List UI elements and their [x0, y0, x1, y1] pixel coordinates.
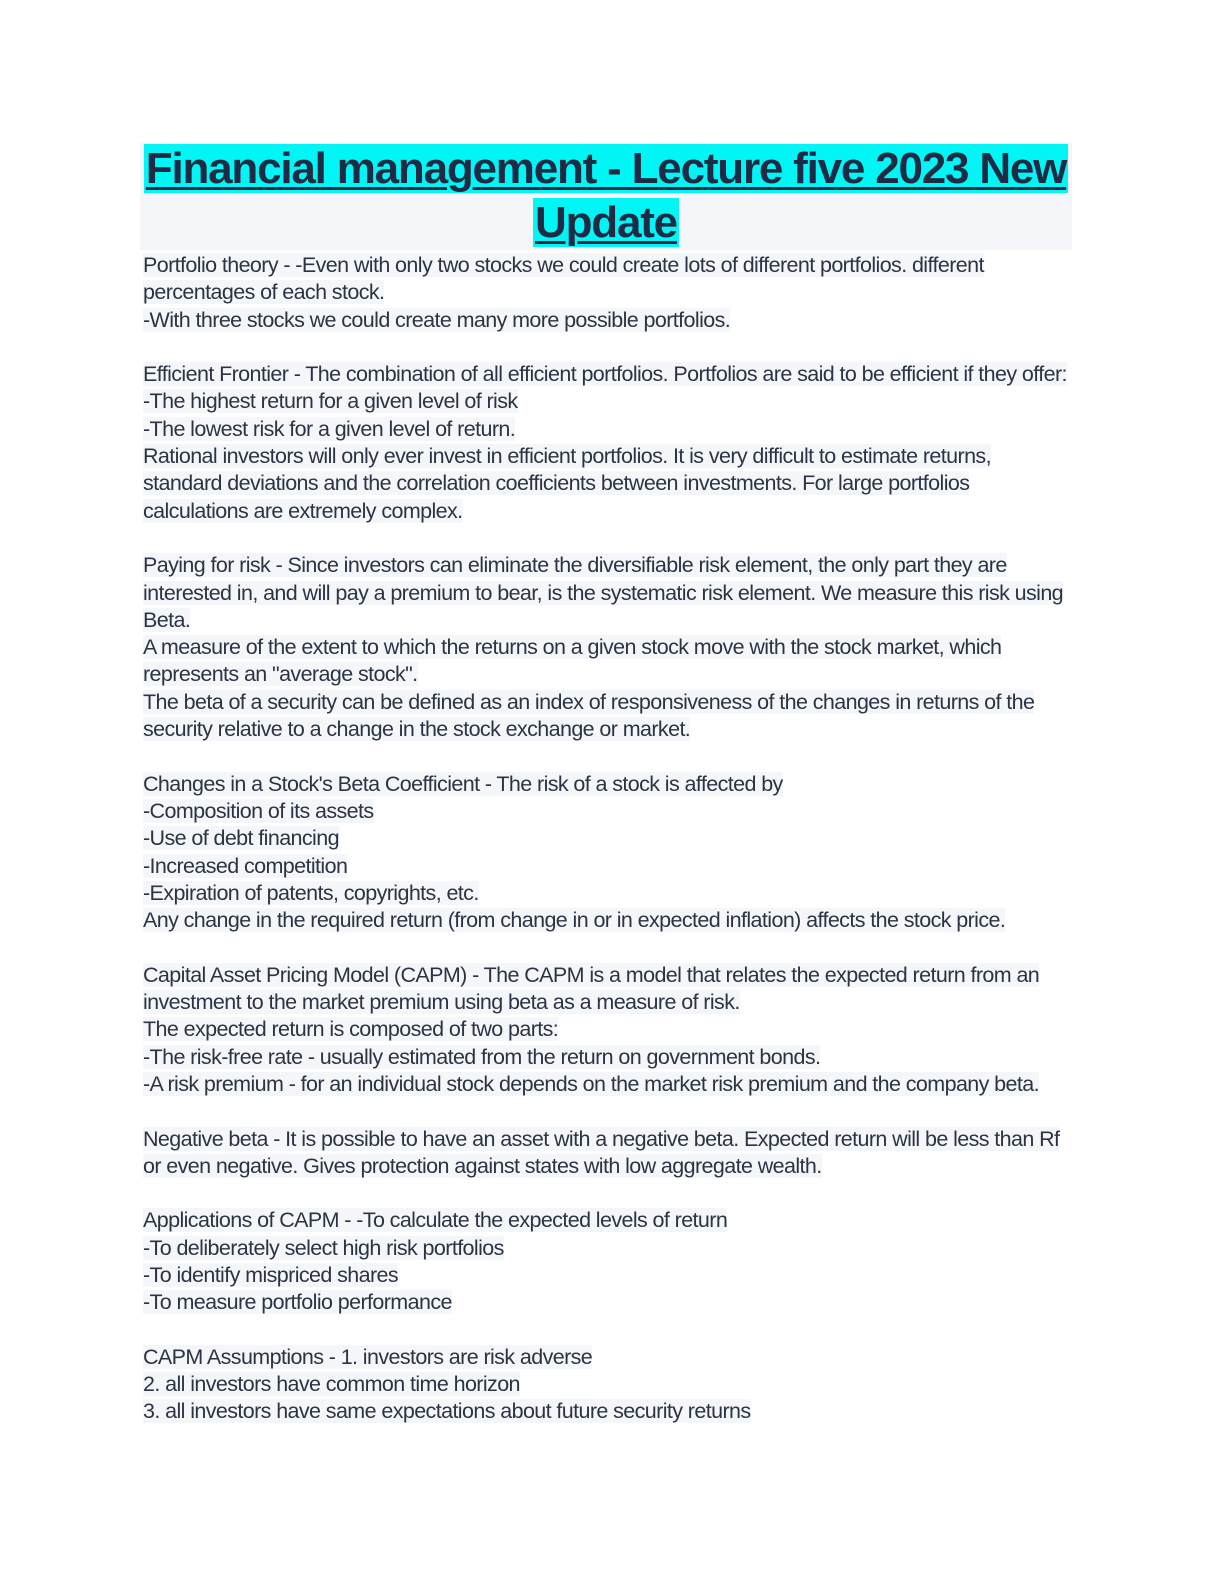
- paragraph-text: Portfolio theory - -Even with only two stocks we could create lots of different portfolios. different percentages of each stock.: [143, 253, 984, 305]
- paragraph: [143, 634, 1073, 689]
- paragraph-text: -To identify mispriced shares: [143, 1262, 399, 1287]
- paragraph: [143, 1071, 1073, 1098]
- section-paying-for-risk: [143, 552, 1073, 743]
- paragraph: [143, 1344, 1073, 1371]
- section-negative-beta: [143, 1126, 1073, 1181]
- paragraph: [143, 388, 1073, 415]
- paragraph-text: -To deliberately select high risk portfolios: [143, 1235, 504, 1260]
- paragraph: [143, 853, 1073, 880]
- section-capm-assumptions: [143, 1344, 1073, 1426]
- paragraph-text: CAPM Assumptions - 1. investors are risk adverse: [143, 1344, 593, 1369]
- paragraph: [143, 252, 1073, 307]
- paragraph-text: -Increased competition: [143, 853, 348, 878]
- paragraph-text: -Use of debt financing: [143, 826, 339, 851]
- paragraph-text: Negative beta - It is possible to have an asset with a negative beta. Expected return will be less than Rf or even negative. Gives protection against states with low aggregate wealth.: [143, 1126, 1060, 1178]
- document-title-text: Financial management - Lecture five 2023 New Update: [145, 144, 1067, 247]
- paragraph-text: Rational investors will only ever invest in efficient portfolios. It is very difficult to estimate returns, standard deviations and the correlation coefficients between investments. For large portfolios calculations are extremely complex.: [143, 444, 991, 523]
- paragraph: [143, 1289, 1073, 1316]
- section-capm-applications: [143, 1207, 1073, 1316]
- paragraph-text: -A risk premium - for an individual stock depends on the market risk premium and the company beta.: [143, 1071, 1039, 1096]
- paragraph-text: -The lowest risk for a given level of return.: [143, 416, 516, 441]
- paragraph-text: Efficient Frontier - The combination of all efficient portfolios. Portfolios are said to be efficient if they offer:: [143, 362, 1067, 387]
- paragraph-text: -To measure portfolio performance: [143, 1290, 452, 1315]
- paragraph-text: -Expiration of patents, copyrights, etc.: [143, 880, 479, 905]
- paragraph-text: -The highest return for a given level of risk: [143, 389, 518, 414]
- paragraph: [143, 880, 1073, 907]
- paragraph: [143, 689, 1073, 744]
- paragraph: [143, 1016, 1073, 1043]
- paragraph-text: The expected return is composed of two parts:: [143, 1017, 559, 1042]
- paragraph-text: -With three stocks we could create many more possible portfolios.: [143, 307, 731, 332]
- paragraph: [143, 1207, 1073, 1234]
- paragraph: [143, 771, 1073, 798]
- document-title: [140, 142, 1072, 250]
- paragraph: [143, 825, 1073, 852]
- paragraph-text: Capital Asset Pricing Model (CAPM) - The CAPM is a model that relates the expected return from an investment to the market premium using beta as a measure of risk.: [143, 962, 1040, 1015]
- paragraph-text: Any change in the required return (from change in or in expected inflation) affects the stock price.: [143, 908, 1006, 933]
- paragraph: [143, 1262, 1073, 1289]
- paragraph: [143, 307, 1073, 334]
- paragraph: [143, 1044, 1073, 1071]
- paragraph: [143, 361, 1073, 388]
- paragraph-text: -The risk-free rate - usually estimated from the return on government bonds.: [143, 1044, 821, 1069]
- paragraph: [143, 1126, 1073, 1181]
- title-block: [140, 142, 1072, 250]
- paragraph-text: -Composition of its assets: [143, 798, 374, 823]
- paragraph: [143, 416, 1073, 443]
- paragraph-text: 2. all investors have common time horizon: [143, 1372, 520, 1397]
- paragraph-text: Paying for risk - Since investors can eliminate the diversifiable risk element, the only part they are interested in, and will pay a premium to bear, is the systematic risk element. We measure this risk using Beta.: [143, 553, 1064, 632]
- paragraph: [143, 1235, 1073, 1262]
- section-capm: [143, 962, 1073, 1098]
- section-beta-coefficient-changes: [143, 771, 1073, 935]
- paragraph-text: 3. all investors have same expectations about future security returns: [143, 1399, 751, 1424]
- paragraph: [143, 962, 1073, 1017]
- paragraph: [143, 798, 1073, 825]
- section-efficient-frontier: [143, 361, 1073, 525]
- paragraph-text: Applications of CAPM - -To calculate the expected levels of return: [143, 1208, 728, 1233]
- paragraph-text: The beta of a security can be defined as an index of responsiveness of the changes in returns of the security relative to a change in the stock exchange or market.: [143, 689, 1035, 742]
- section-portfolio-theory: [143, 252, 1073, 334]
- paragraph-text: A measure of the extent to which the returns on a given stock move with the stock market, which represents an "average stock".: [143, 635, 1002, 687]
- paragraph-text: Changes in a Stock's Beta Coefficient - The risk of a stock is affected by: [143, 771, 783, 796]
- paragraph: [143, 552, 1073, 634]
- paragraph: [143, 1371, 1073, 1398]
- paragraph: [143, 1398, 1073, 1425]
- paragraph: [143, 443, 1073, 525]
- paragraph: [143, 907, 1073, 934]
- document-body: [143, 252, 1073, 1453]
